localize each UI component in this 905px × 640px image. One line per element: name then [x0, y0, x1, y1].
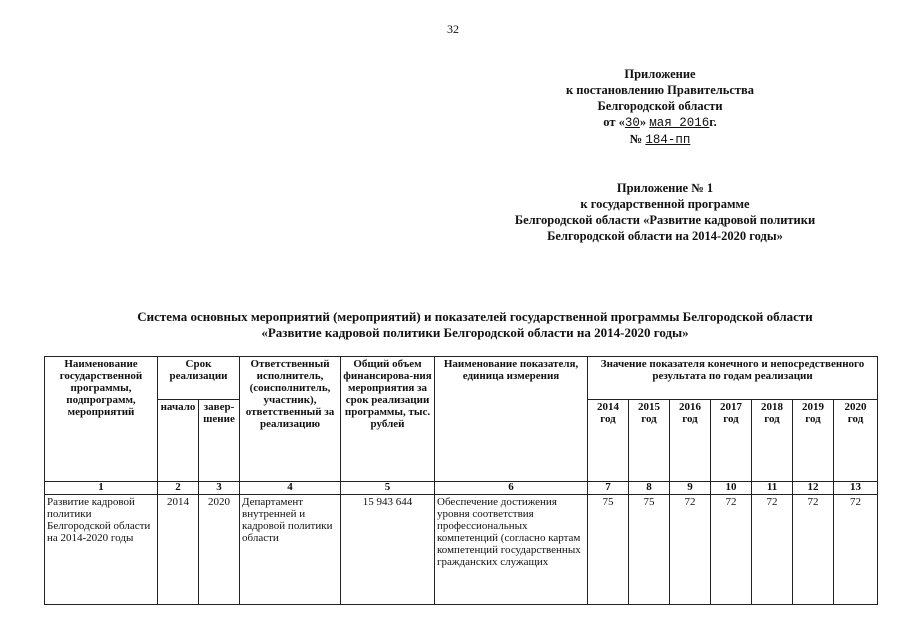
header-indicator: Наименование показателя, единица измерения [435, 357, 588, 482]
table-row [45, 495, 878, 605]
header-year-2018: 2018 год [752, 400, 793, 482]
row-value-2015: 75 [629, 495, 670, 605]
annex-date [540, 114, 780, 131]
annex-program-line: Белгородской области «Развитие кадровой политики [514, 213, 816, 227]
number-prefix: № [629, 132, 643, 146]
column-number: 2 [158, 482, 199, 495]
row-funding: 15 943 644 [341, 495, 435, 605]
annex-program [475, 180, 855, 244]
row-value-2020: 72 [834, 495, 878, 605]
annex-government-resolution [540, 66, 780, 148]
column-number: 11 [752, 482, 793, 495]
row-end: 2020 [199, 495, 240, 605]
date-month-year: мая 2016 [649, 116, 710, 130]
header-year-2017: 2017 год [711, 400, 752, 482]
column-number: 1 [45, 482, 158, 495]
program-measures-table [44, 356, 878, 605]
row-start: 2014 [158, 495, 199, 605]
date-suffix: г. [709, 115, 717, 129]
annex-program-title: Приложение № 1 [616, 181, 714, 195]
header-start: начало [158, 400, 199, 482]
annex-title: Приложение [624, 67, 696, 81]
column-number: 3 [199, 482, 240, 495]
row-program-name: Развитие кадровой политики Белгородской области на 2014-2020 годы [45, 495, 158, 605]
column-number: 6 [435, 482, 588, 495]
annex-line: Белгородской области [597, 99, 723, 113]
header-year-2020: 2020 год [834, 400, 878, 482]
table-title-line: «Развитие кадровой политики Белгородской области на 2014-2020 годы» [261, 325, 689, 340]
column-number: 7 [588, 482, 629, 495]
resolution-number: 184-пп [645, 133, 691, 147]
column-number: 4 [240, 482, 341, 495]
header-end: завер-шение [199, 400, 240, 482]
row-value-2018: 72 [752, 495, 793, 605]
date-day: 30 [624, 116, 640, 130]
header-year-2019: 2019 год [793, 400, 834, 482]
column-number: 5 [341, 482, 435, 495]
row-indicator: Обеспечение достижения уровня соответствия профессиональных компетенций (согласно картам компетенций государственных гражданских служащих [435, 495, 588, 605]
row-value-2014: 75 [588, 495, 629, 605]
column-number: 8 [629, 482, 670, 495]
header-name: Наименование государственной программы, подпрограмм, мероприятий [45, 357, 158, 482]
header-values: Значение показателя конечного и непосредственного результата по годам реализации [588, 357, 878, 400]
header-responsible: Ответственный исполнитель, (соисполнитель, участник), ответственный за реализацию [240, 357, 341, 482]
row-responsible: Департамент внутренней и кадровой политики области [240, 495, 341, 605]
header-year-2016: 2016 год [670, 400, 711, 482]
date-prefix: от « [603, 115, 625, 129]
header-year-2015: 2015 год [629, 400, 670, 482]
annex-program-line: к государственной программе [580, 197, 750, 211]
header-funding: Общий объем финансирова-ния мероприятия за срок реализации программы, тыс. рублей [341, 357, 435, 482]
row-value-2016: 72 [670, 495, 711, 605]
page-number: 32 [447, 22, 459, 36]
date-mid: » [639, 115, 647, 129]
row-value-2017: 72 [711, 495, 752, 605]
column-number: 13 [834, 482, 878, 495]
annex-program-line: Белгородской области на 2014-2020 годы» [547, 229, 783, 243]
column-number: 10 [711, 482, 752, 495]
annex-number [540, 131, 780, 148]
header-year-2014: 2014 год [588, 400, 629, 482]
table-title [95, 309, 855, 341]
column-number: 12 [793, 482, 834, 495]
row-value-2019: 72 [793, 495, 834, 605]
column-number: 9 [670, 482, 711, 495]
annex-line: к постановлению Правительства [565, 83, 755, 97]
table-title-line: Система основных мероприятий (мероприятий) и показателей государственной программы Белгородской области [137, 309, 813, 324]
header-period: Срок реализации [158, 357, 240, 400]
